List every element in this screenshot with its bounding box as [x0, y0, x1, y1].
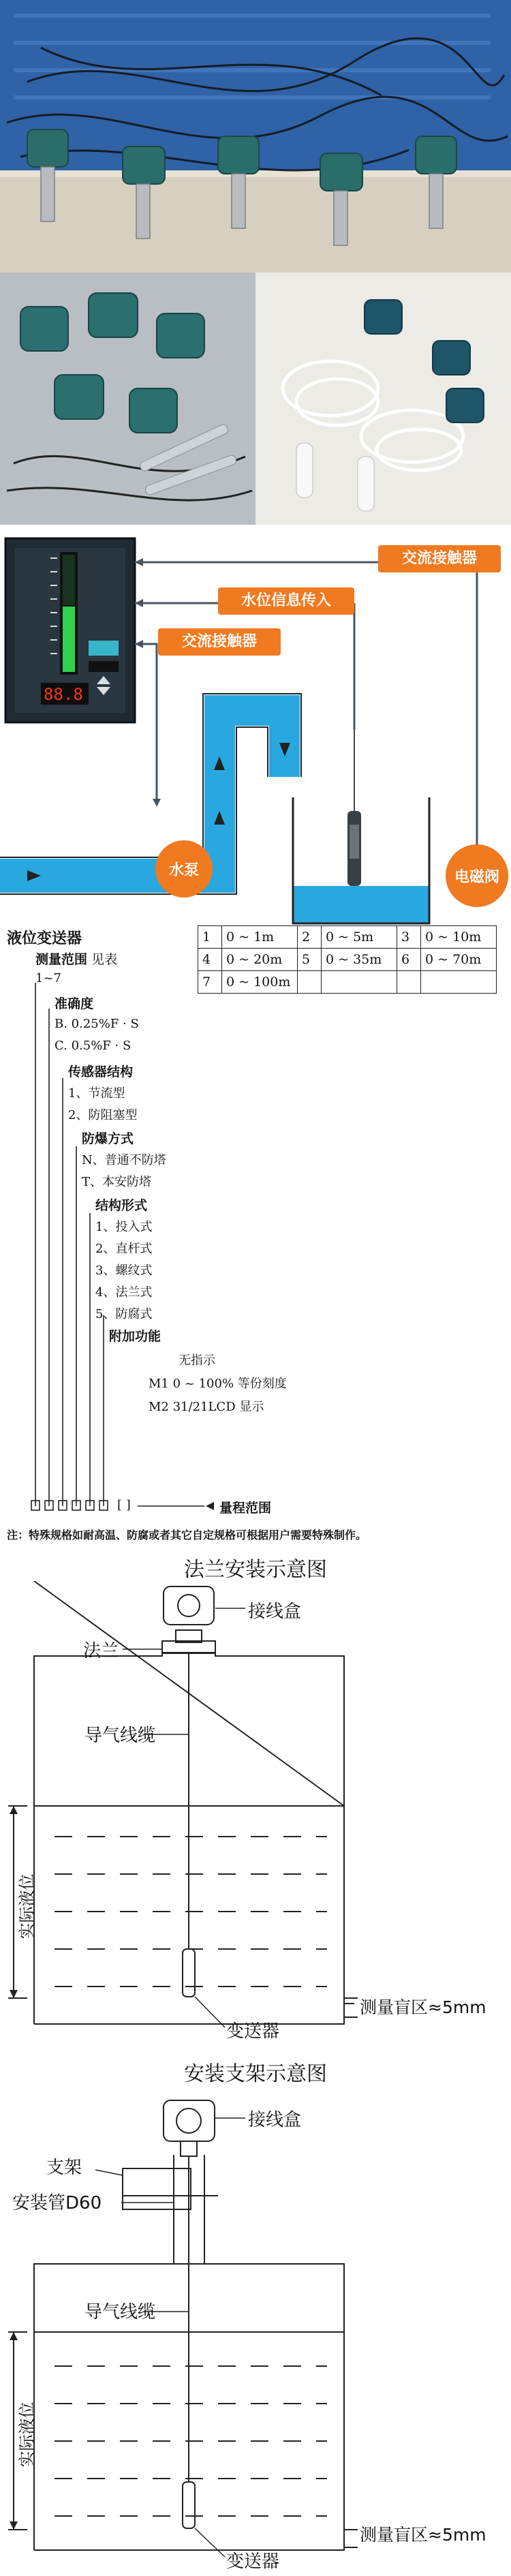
bracket-blind-zone: 测量盲区≈5mm	[360, 2525, 486, 2545]
flange-label: 法兰	[83, 1641, 119, 1661]
bracket-transmitter: 变送器	[226, 2551, 280, 2572]
range-value-cell: 0 ~ 5m	[322, 926, 397, 949]
control-schematic-svg	[0, 525, 511, 930]
bracket-vent-cable: 导气线缆	[84, 2302, 156, 2322]
range-value-cell: 0 ~ 35m	[322, 949, 397, 971]
water-pipe	[0, 695, 300, 893]
explosion-t: T、本安防塔	[82, 1175, 152, 1189]
flange-diagram-svg	[0, 1581, 511, 2044]
extra-m1: M1 0 ~ 100% 等份刻度	[149, 1377, 287, 1391]
range-value-cell: 0 ~ 100m	[222, 971, 298, 994]
flange-blind-zone: 测量盲区≈5mm	[360, 1997, 486, 2017]
structure-3: 3、螺纹式	[95, 1263, 153, 1278]
sensor-title: 传感器结构	[68, 1064, 134, 1079]
workbench-illustration	[0, 0, 511, 273]
range-value-cell: 0 ~ 1m	[222, 926, 298, 949]
product-photo-workbench	[0, 0, 511, 273]
bracket-pipe: 安装管D60	[12, 2193, 102, 2213]
range-marker: 量程范围	[219, 1501, 272, 1516]
label-pump: 水泵	[168, 862, 199, 879]
structure-2: 2、直杆式	[95, 1242, 153, 1256]
label-level-signal: 水位信息传入	[241, 592, 331, 609]
extra-none: 无指示	[179, 1353, 215, 1368]
model-title: 液位变送器	[7, 930, 82, 947]
product-photo-transmitters	[0, 273, 256, 525]
range-code-cell: 2	[298, 926, 322, 949]
flange-vent-cable: 导气线缆	[84, 1726, 156, 1746]
flange-actual-level: 实际液位	[17, 1873, 37, 1939]
range-code-cell: 3	[397, 926, 421, 949]
range-label-text: 测量范围	[35, 952, 88, 967]
display-digits: 88.8	[44, 685, 83, 704]
structure-5: 5、防腐式	[95, 1307, 153, 1321]
range-table-row	[198, 926, 497, 949]
range-value-cell: 0 ~ 70m	[421, 949, 497, 971]
accuracy-c: C. 0.5%F · S	[55, 1039, 131, 1053]
submersible-probe	[347, 729, 361, 886]
range-value-cell: 0 ~ 10m	[421, 926, 497, 949]
sensor-2: 2、防阻塞型	[68, 1108, 138, 1122]
range-value-text: 见表	[91, 952, 118, 967]
extra-m2: M2 31/21LCD 显示	[149, 1400, 264, 1414]
flange-transmitter: 变送器	[226, 2021, 280, 2042]
range-code-cell: 4	[198, 949, 222, 971]
range-code-cell: 1	[198, 926, 222, 949]
bracket-junction-box: 接线盒	[248, 2110, 302, 2130]
probe-cable-illustration	[256, 273, 511, 525]
code-bracket: [ ]	[117, 1498, 131, 1512]
model-note: 注：特殊规格如耐高温、防腐或者其它自定规格可根据用户需要特殊制作。	[7, 1529, 367, 1542]
bracket-label: 支架	[46, 2158, 82, 2178]
range-span: 1~7	[35, 971, 61, 985]
range-code-cell: 6	[397, 949, 421, 971]
transmitter-pile-illustration	[0, 273, 256, 525]
extra-title: 附加功能	[109, 1329, 161, 1344]
sensor-1: 1、节流型	[68, 1086, 125, 1101]
accuracy-title: 准确度	[55, 996, 94, 1011]
bracket-actual-level: 实际液位	[17, 2402, 37, 2468]
structure-title: 结构形式	[95, 1198, 148, 1213]
label-contactor-left: 交流接触器	[181, 633, 257, 650]
range-code-cell: 5	[298, 949, 322, 971]
label-valve: 电磁阀	[454, 869, 499, 886]
label-contactor-top: 交流接触器	[401, 550, 477, 567]
structure-1: 1、投入式	[95, 1220, 153, 1234]
explosion-title: 防爆方式	[82, 1131, 134, 1146]
explosion-n: N、普通不防塔	[82, 1153, 166, 1167]
accuracy-b: B. 0.25%F · S	[55, 1017, 139, 1031]
product-photo-probes	[256, 273, 511, 525]
bracket-title: 安装支架示意图	[184, 2062, 327, 2086]
flange-title: 法兰安装示意图	[184, 1558, 327, 1582]
flange-junction-box: 接线盒	[248, 1601, 302, 1622]
range-label	[35, 949, 117, 968]
control-schematic	[0, 525, 511, 930]
structure-4: 4、法兰式	[95, 1285, 153, 1300]
range-code-cell: 7	[198, 971, 222, 994]
range-value-cell: 0 ~ 20m	[222, 949, 298, 971]
